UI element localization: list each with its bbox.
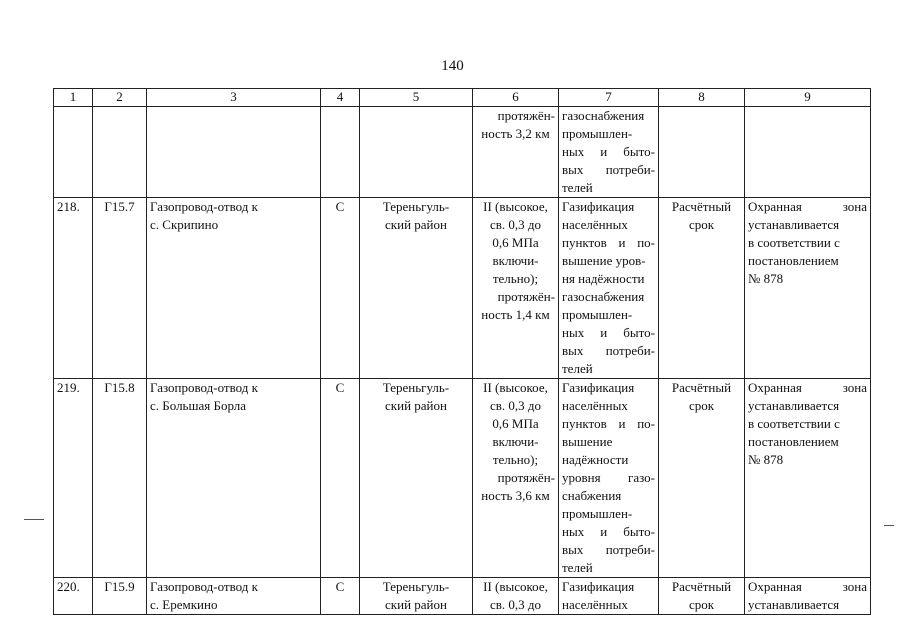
text-line: срок [688,398,715,413]
text-line: уровня газо- [562,470,655,485]
cell-type [321,107,360,198]
column-header: 8 [659,89,745,107]
text-line: Тереньгуль- [382,380,450,395]
text-line: устанавливается [748,217,840,232]
cell-number: 218. [54,198,93,379]
text-line: 0,6 МПа [492,416,539,431]
cell-purpose [559,578,659,615]
cell-name [147,379,321,578]
text-line: № 878 [748,452,784,467]
text-line: Расчётный [671,199,732,214]
column-header: 4 [321,89,360,107]
cell-number: 220. [54,578,93,615]
cell-name [147,578,321,615]
text-line: Газификация [562,380,635,395]
scan-mark [24,519,44,520]
cell-code: Г15.8 [93,379,147,578]
text-line: тельно); [492,452,539,467]
table-row [54,578,871,615]
text-line: ность 3,6 км [481,488,550,503]
cell-name [147,107,321,198]
text-line: устанавливается [748,597,840,612]
text-line: Охранная зона [748,579,867,594]
cell-district [360,578,473,615]
column-header: 5 [360,89,473,107]
text-line: Газопровод-отвод к [150,380,258,395]
cell-district [360,198,473,379]
text-line: промышлен- [562,307,633,322]
cell-number: 219. [54,379,93,578]
column-header: 3 [147,89,321,107]
cell-district [360,379,473,578]
text-line: ский район [385,398,447,413]
cell-term [659,107,745,198]
text-line: вых потреби- [562,162,655,177]
column-number-header [54,89,871,107]
infrastructure-table [53,88,871,615]
text-line: в соответствии с [748,235,840,250]
cell-params [473,578,559,615]
text-line: надёжности [562,452,629,467]
text-line: пунктов и по- [562,235,655,250]
text-line: вых потреби- [562,343,655,358]
text-line: с. Еремкино [150,597,218,612]
cell-code [93,107,147,198]
cell-zone [745,578,871,615]
cell-code: Г15.9 [93,578,147,615]
text-line: II (высокое, [483,199,548,214]
column-header: 9 [745,89,871,107]
table-row-continuation [54,107,871,198]
text-line: ский район [385,217,447,232]
text-line: промышлен- [562,506,633,521]
text-line: св. 0,3 до [489,597,542,612]
text-line: постановлением [748,434,839,449]
text-line: № 878 [748,271,784,286]
text-line: с. Скрипино [150,217,219,232]
column-header: 6 [473,89,559,107]
text-line: Газификация [562,579,635,594]
cell-code: Г15.7 [93,198,147,379]
cell-term [659,379,745,578]
cell-purpose [559,379,659,578]
cell-params [473,379,559,578]
text-line: телей [562,180,593,195]
text-line: населённых [562,217,628,232]
text-line: срок [688,217,715,232]
text-line: Газификация [562,199,635,214]
column-header: 7 [559,89,659,107]
text-line: Тереньгуль- [382,199,450,214]
text-line: в соответствии с [748,416,840,431]
cell-type: С [321,578,360,615]
text-line: вышение [562,434,613,449]
text-line: протяжён- [497,470,555,485]
text-line: населённых [562,597,628,612]
cell-term [659,578,745,615]
text-line: ных и быто- [562,144,655,159]
table-row [54,198,871,379]
text-line: газоснабжения [562,108,645,123]
cell-params [473,198,559,379]
text-line: включи- [492,434,539,449]
text-line: 0,6 МПа [492,235,539,250]
text-line: снабжения [562,488,622,503]
text-line: вышение уров- [562,253,646,268]
cell-district [360,107,473,198]
cell-purpose [559,198,659,379]
text-line: Расчётный [671,380,732,395]
text-line: св. 0,3 до [489,217,542,232]
text-line: тельно); [492,271,539,286]
text-line: срок [688,597,715,612]
text-line: Газопровод-отвод к [150,199,258,214]
text-line: телей [562,560,593,575]
text-line: ня надёжности [562,271,645,286]
cell-zone [745,107,871,198]
text-line: промышлен- [562,126,633,141]
text-line: ных и быто- [562,325,655,340]
text-line: протяжён- [497,108,555,123]
cell-zone [745,379,871,578]
cell-type: С [321,379,360,578]
cell-type: С [321,198,360,379]
cell-name [147,198,321,379]
text-line: газоснабжения [562,289,645,304]
cell-purpose [559,107,659,198]
text-line: телей [562,361,593,376]
text-line: Газопровод-отвод к [150,579,258,594]
text-line: ность 1,4 км [481,307,550,322]
text-line: ных и быто- [562,524,655,539]
text-line: Тереньгуль- [382,579,450,594]
text-line: Расчётный [671,579,732,594]
cell-term [659,198,745,379]
text-line: постановлением [748,253,839,268]
text-line: ский район [385,597,447,612]
text-line: с. Большая Борла [150,398,247,413]
column-header: 1 [54,89,93,107]
cell-number [54,107,93,198]
cell-params [473,107,559,198]
text-line: пунктов и по- [562,416,655,431]
page-number: 140 [441,58,464,74]
table-row [54,379,871,578]
text-line: ность 3,2 км [481,126,550,141]
column-header: 2 [93,89,147,107]
text-line: св. 0,3 до [489,398,542,413]
text-line: включи- [492,253,539,268]
cell-zone [745,198,871,379]
text-line: II (высокое, [483,579,548,594]
text-line: II (высокое, [483,380,548,395]
text-line: вых потреби- [562,542,655,557]
text-line: Охранная зона [748,199,867,214]
text-line: протяжён- [497,289,555,304]
scan-mark [884,525,894,526]
text-line: Охранная зона [748,380,867,395]
text-line: населённых [562,398,628,413]
text-line: устанавливается [748,398,840,413]
